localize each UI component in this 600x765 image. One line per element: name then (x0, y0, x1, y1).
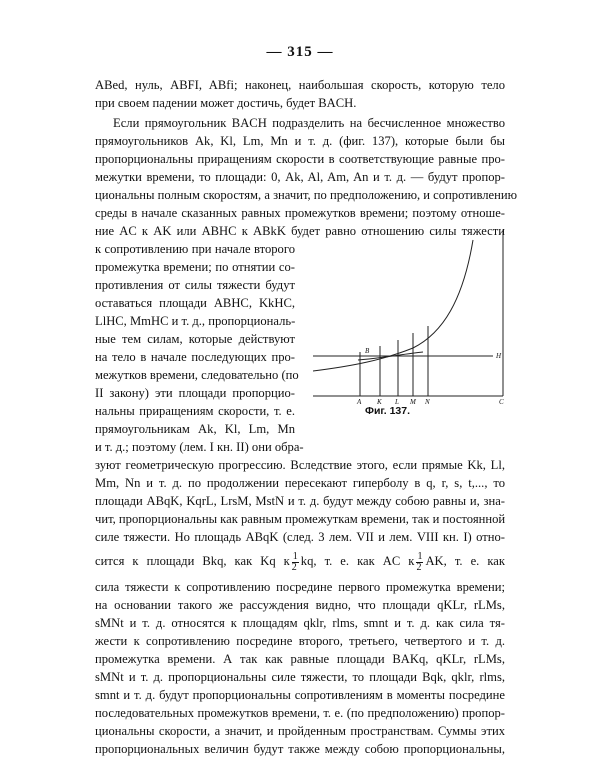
text-line: ние AC к AK или ABHC к ABkK будет равно отношению силы тяжести (95, 224, 505, 238)
text-line: жести к сопротивлению посредине второго, третьего, четвертого и т. д. (95, 634, 505, 648)
hyperbola-curve (313, 240, 473, 371)
fraction-half (292, 552, 299, 573)
label-B: B (365, 347, 370, 355)
text-line: smnt и т. д. будут пропорциональны сопротивлениям в моменты посредине (95, 688, 505, 702)
text-line: на основании такого же рассуждения видно, что площади qKLr, rLMs, (95, 598, 505, 612)
label-L: L (395, 398, 399, 406)
fraction-line (95, 548, 505, 574)
text-line: сила тяжести к сопротивлению посредине первого промежутка времени; (95, 580, 505, 594)
page-number: — 315 — (266, 44, 334, 60)
text-line: Mm, Nn и т. д. по продолжении пересекают гиперболу в q, r, s, t,..., то (95, 476, 505, 490)
text-line: на тело в начале последующих про- (95, 350, 295, 364)
text-line: при своем падении может достичь, будет BACH. (95, 96, 357, 110)
text-line: II закону) эти площади пропорцио- (95, 386, 295, 400)
text-line: промежутка времени; по отнятии со- (95, 260, 295, 274)
text-line: sMNt и т. д. пропорциональны силе тяжести, то площади Bqk, qklr, rlms, (95, 670, 505, 684)
text-line: межутки времени, то площади: 0, Ak, Al, Am, An и т. д. — будут пропор- (95, 170, 505, 184)
text-line: площади ABqK, KqrL, LrsM, MstN и т. д. будут между собою равны и, зна- (95, 494, 505, 508)
text-line: LlHC, MmHC и т. д., пропорциональ- (95, 314, 296, 328)
figure-137 (313, 230, 513, 420)
text-line: к сопротивлению при начале второго (95, 242, 295, 256)
text-line: чит, пропорциональны как равным промежуткам времени, так и постоянной (95, 512, 506, 526)
text-line: циональны полным скоростям, а значит, по предположению, и сопротивлению (95, 188, 518, 202)
text-line: sMNt и т. д. относятся к площадям qklr, rlms, smnt и т. д. как сила тя- (95, 616, 505, 630)
label-H: H (496, 352, 502, 360)
label-M: M (410, 398, 416, 406)
text-line: среды в начале сказанных равных промежутков времени; поэтому отноше- (95, 206, 505, 220)
text-line: оставаться площади ABHC, KkHC, (95, 296, 295, 310)
frac-num: 1 (292, 550, 298, 562)
text-line: силе тяжести. Но площадь ABqK (след. 3 лем. VII и лем. VIII кн. I) отно- (95, 530, 505, 544)
frac-line-mid: kq, т. е. как AC к (300, 554, 415, 568)
frac-line-pre: сится к площади Bkq, как Kq к (95, 554, 290, 568)
text-line: ABed, нуль, ABFI, ABfi; наконец, наибольшая скорость, которую тело (95, 78, 505, 92)
text-line: Если прямоугольник BACH подразделить на бесчисленное множество (113, 116, 505, 130)
fraction-half (416, 552, 423, 573)
text-line: прямоугольников Ak, Kl, Lm, Mn и т. д. (фиг. 137), которые были бы (95, 134, 505, 148)
label-N: N (425, 398, 430, 406)
frac-den: 2 (291, 561, 297, 573)
frac-num: 1 (417, 550, 423, 562)
text-line: циональны скорости, а значит, и пройденным пространствам. Суммы этих (95, 724, 505, 738)
text-line: противления от силы тяжести будут (95, 278, 295, 292)
text-line: зуют геометрическую прогрессию. Вследствие этого, если прямые Kk, Ll, (95, 458, 505, 472)
label-C: C (499, 398, 504, 406)
text-line: последовательных промежутков времени, т. е. (по предположению) пропор- (95, 706, 505, 720)
text-line: нальны приращениям скорости, т. е. (95, 404, 295, 418)
label-K: K (377, 398, 382, 406)
text-line: промежутка времени. А так как равные площади BAKq, qKLr, rLMs, (95, 652, 505, 666)
text-line: пропорциональных величин будут также между собою пропорциональны, (95, 742, 505, 756)
label-A: A (357, 398, 362, 406)
text-line: межутков времени, следовательно (по (95, 368, 299, 382)
figure-caption: Фиг. 137. (365, 405, 411, 417)
text-line: прямоугольникам Ak, Kl, Lm, Mn (95, 422, 295, 436)
text-line: ные тем силам, которые действуют (95, 332, 295, 346)
text-line: пропорциональны приращениям скорости в соответствующие равные про- (95, 152, 505, 166)
frac-line-post: AK, т. е. как (425, 554, 505, 568)
text-line: и т. д.; поэтому (лем. I кн. II) они обра- (95, 440, 304, 454)
frac-den: 2 (416, 561, 422, 573)
